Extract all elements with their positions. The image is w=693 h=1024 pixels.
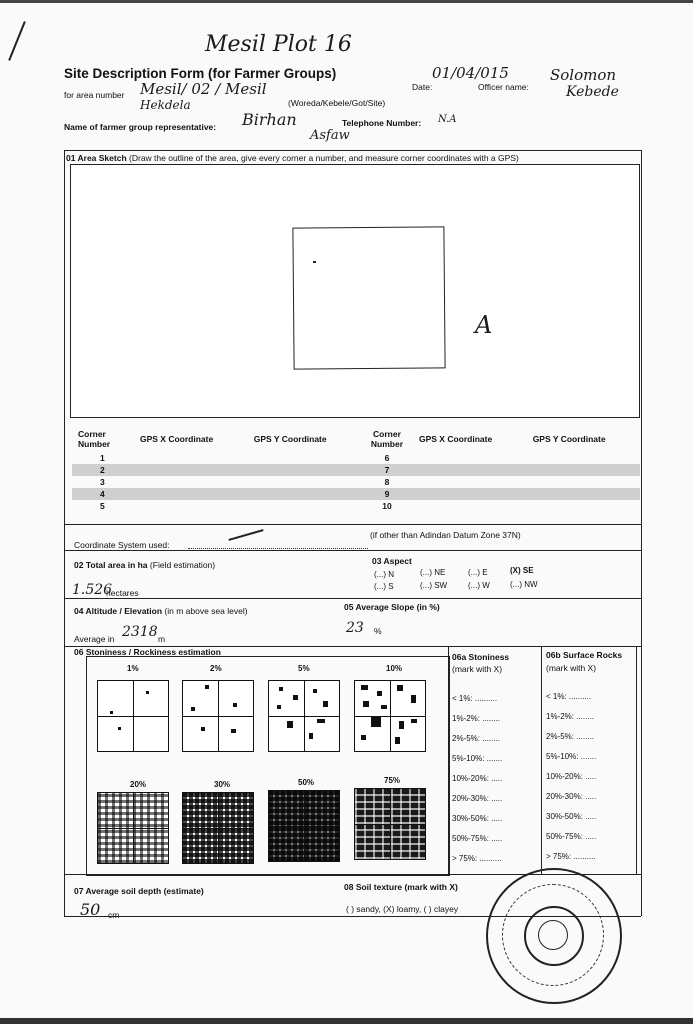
- stoniness-level[interactable]: < 1%: ..........: [452, 694, 498, 703]
- slope-value: 23: [346, 620, 364, 636]
- stoniness-level[interactable]: 50%-75%: .....: [452, 834, 503, 843]
- stoniness-sample-10pct: [354, 680, 426, 752]
- phone-value: N.A: [438, 114, 457, 125]
- area-number-label: for area number: [64, 90, 125, 100]
- stoniness-col-a-title: 06a Stoniness: [452, 652, 510, 662]
- gps-header-x-left: GPS X Coordinate: [140, 434, 214, 444]
- percent-label-top: 1%: [127, 664, 139, 673]
- stoniness-col-a-hint: (mark with X): [452, 664, 503, 674]
- corner-number: 10: [382, 501, 392, 511]
- altitude-unit: m: [158, 634, 166, 644]
- aspect-option-s[interactable]: (...) S: [374, 582, 394, 591]
- percent-label-bottom: 75%: [384, 776, 401, 785]
- stoniness-col-b-hint: (mark with X): [546, 663, 597, 673]
- surface-rocks-level[interactable]: 30%-50%: .....: [546, 812, 597, 821]
- corner-number: 2: [72, 464, 134, 476]
- corner-number: 6: [384, 453, 390, 463]
- surface-rocks-level[interactable]: > 75%: ..........: [546, 852, 596, 861]
- gps-header-y-right: GPS Y Coordinate: [532, 434, 606, 444]
- soil-texture-label: 08 Soil texture (mark with X): [344, 882, 458, 892]
- altitude-prefix: Average in: [74, 634, 115, 644]
- altitude-section: [74, 606, 248, 616]
- total-area-value: 1.526: [72, 582, 113, 598]
- percent-label-bottom: 50%: [298, 778, 315, 787]
- table-row: [72, 500, 640, 512]
- stoniness-level[interactable]: 30%-50%: .....: [452, 814, 503, 823]
- plot-outline: [292, 226, 445, 369]
- stamp-emblem: [538, 920, 568, 950]
- soil-depth-unit: cm: [108, 910, 120, 920]
- area-number-value-2: Hekdela: [140, 98, 191, 112]
- total-area-hint: (Field estimation): [149, 560, 216, 570]
- altitude-label: 04 Altitude / Elevation: [74, 606, 163, 616]
- sketch-hint: (Draw the outline of the area, give every corner a number, and measure corner coordinates with a GPS): [129, 153, 519, 163]
- percent-label-top: 2%: [210, 664, 222, 673]
- percent-label-top: 10%: [386, 664, 403, 673]
- woreda-hint: (Woreda/Kebele/Got/Site): [288, 98, 386, 108]
- altitude-value: 2318: [122, 624, 158, 640]
- page-top-edge: [0, 0, 693, 3]
- stoniness-level[interactable]: 20%-30%: .....: [452, 794, 503, 803]
- stoniness-level[interactable]: 10%-20%: .....: [452, 774, 503, 783]
- rep-label: Name of farmer group representative:: [64, 122, 217, 132]
- date-value: 01/04/015: [432, 64, 509, 82]
- stoniness-sample-50pct: [268, 790, 340, 862]
- officer-value-2: Kebede: [566, 84, 619, 100]
- percent-label-bottom: 20%: [130, 780, 147, 789]
- corner-number: 1: [100, 453, 105, 463]
- stoniness-col-b-title: 06b Surface Rocks: [546, 650, 623, 660]
- coord-system-label: Coordinate System used:: [74, 540, 170, 550]
- stoniness-sample-2pct: [182, 680, 254, 752]
- surface-rocks-level[interactable]: 50%-75%: .....: [546, 832, 597, 841]
- gps-header-corner-left: Corner Number: [78, 429, 111, 449]
- table-row: [72, 452, 640, 464]
- sketch-area: [70, 164, 640, 418]
- percent-label-bottom: 30%: [214, 780, 231, 789]
- sketch-mark: A: [475, 311, 493, 339]
- table-row: [72, 464, 640, 476]
- altitude-hint: (in m above sea level): [164, 606, 248, 616]
- aspect-option-nw[interactable]: (...) NW: [510, 580, 538, 589]
- aspect-option-e[interactable]: (...) E: [468, 568, 488, 577]
- surface-rocks-level[interactable]: < 1%: ..........: [546, 692, 592, 701]
- corner-number: 7: [361, 464, 413, 476]
- page-bottom-edge: [0, 1018, 693, 1024]
- officer-value: Solomon: [550, 66, 617, 84]
- stoniness-label: 06 Stoniness / Rockiness estimation: [74, 647, 221, 657]
- stoniness-level[interactable]: > 75%: ..........: [452, 854, 502, 863]
- gps-header-x-right: GPS X Coordinate: [418, 434, 493, 444]
- corner-number: 9: [361, 488, 413, 500]
- date-label: Date:: [412, 82, 433, 92]
- surface-rocks-level[interactable]: 10%-20%: .....: [546, 772, 597, 781]
- aspect-option-n[interactable]: (...) N: [374, 570, 394, 579]
- sketch-section-label: [66, 153, 519, 163]
- soil-depth-label: 07 Average soil depth (estimate): [74, 886, 204, 896]
- percent-label-top: 5%: [298, 664, 310, 673]
- total-area-section: [74, 560, 215, 570]
- phone-label: Telephone Number:: [342, 118, 422, 128]
- corner-number: 5: [100, 501, 105, 511]
- corner-number: 8: [384, 477, 390, 487]
- stoniness-sample-20pct: [97, 792, 169, 864]
- aspect-option-w[interactable]: (...) W: [468, 581, 490, 590]
- total-area-unit: hectares: [106, 588, 139, 598]
- stoniness-sample-30pct: [182, 792, 254, 864]
- soil-depth-value: 50: [80, 900, 101, 919]
- rep-value-2: Asfaw: [310, 128, 350, 143]
- area-number-value: Mesil/ 02 / Mesil: [140, 80, 267, 98]
- official-stamp: [486, 868, 622, 1004]
- surface-rocks-level[interactable]: 5%-10%: .......: [546, 752, 597, 761]
- table-row: [72, 488, 640, 500]
- gps-header-corner-right: Corner Number: [370, 429, 404, 449]
- rep-value: Birhan: [242, 110, 297, 129]
- form-title: Site Description Form (for Farmer Groups): [64, 66, 337, 81]
- stoniness-level[interactable]: 1%-2%: ........: [452, 714, 501, 723]
- stoniness-sample-1pct: [97, 680, 169, 752]
- corner-number: 3: [100, 477, 105, 487]
- plot-dot: [313, 261, 316, 263]
- table-row: [72, 476, 640, 488]
- coord-system-field: [188, 538, 368, 549]
- gps-header-y-left: GPS Y Coordinate: [253, 434, 327, 444]
- gps-table: [72, 426, 640, 512]
- aspect-option-se[interactable]: (X) SE: [510, 566, 534, 575]
- surface-rocks-level[interactable]: 1%-2%: ........: [546, 712, 595, 721]
- aspect-label: 03 Aspect: [372, 556, 412, 566]
- aspect-option-sw[interactable]: (...) SW: [420, 581, 448, 590]
- officer-label: Officer name:: [478, 82, 529, 92]
- slope-unit: %: [374, 626, 382, 636]
- handwritten-title: Mesil Plot 16: [205, 32, 352, 57]
- aspect-option-ne[interactable]: (...) NE: [420, 568, 446, 577]
- soil-texture-options[interactable]: ( ) sandy, (X) loamy, ( ) clayey: [346, 904, 459, 914]
- surface-rocks-level[interactable]: 20%-30%: .....: [546, 792, 597, 801]
- surface-rocks-level[interactable]: 2%-5%: ........: [546, 732, 595, 741]
- coord-system-hint: (if other than Adindan Datum Zone 37N): [370, 530, 521, 540]
- slash-mark: [8, 21, 26, 61]
- stoniness-level[interactable]: 2%-5%: ........: [452, 734, 501, 743]
- stoniness-sample-5pct: [268, 680, 340, 752]
- sketch-label: 01 Area Sketch: [66, 153, 127, 163]
- total-area-label: 02 Total area in ha: [74, 560, 148, 570]
- stoniness-level[interactable]: 5%-10%: .......: [452, 754, 503, 763]
- stoniness-sample-75pct: [354, 788, 426, 860]
- corner-number: 4: [72, 488, 134, 500]
- slope-label: 05 Average Slope (in %): [344, 602, 440, 612]
